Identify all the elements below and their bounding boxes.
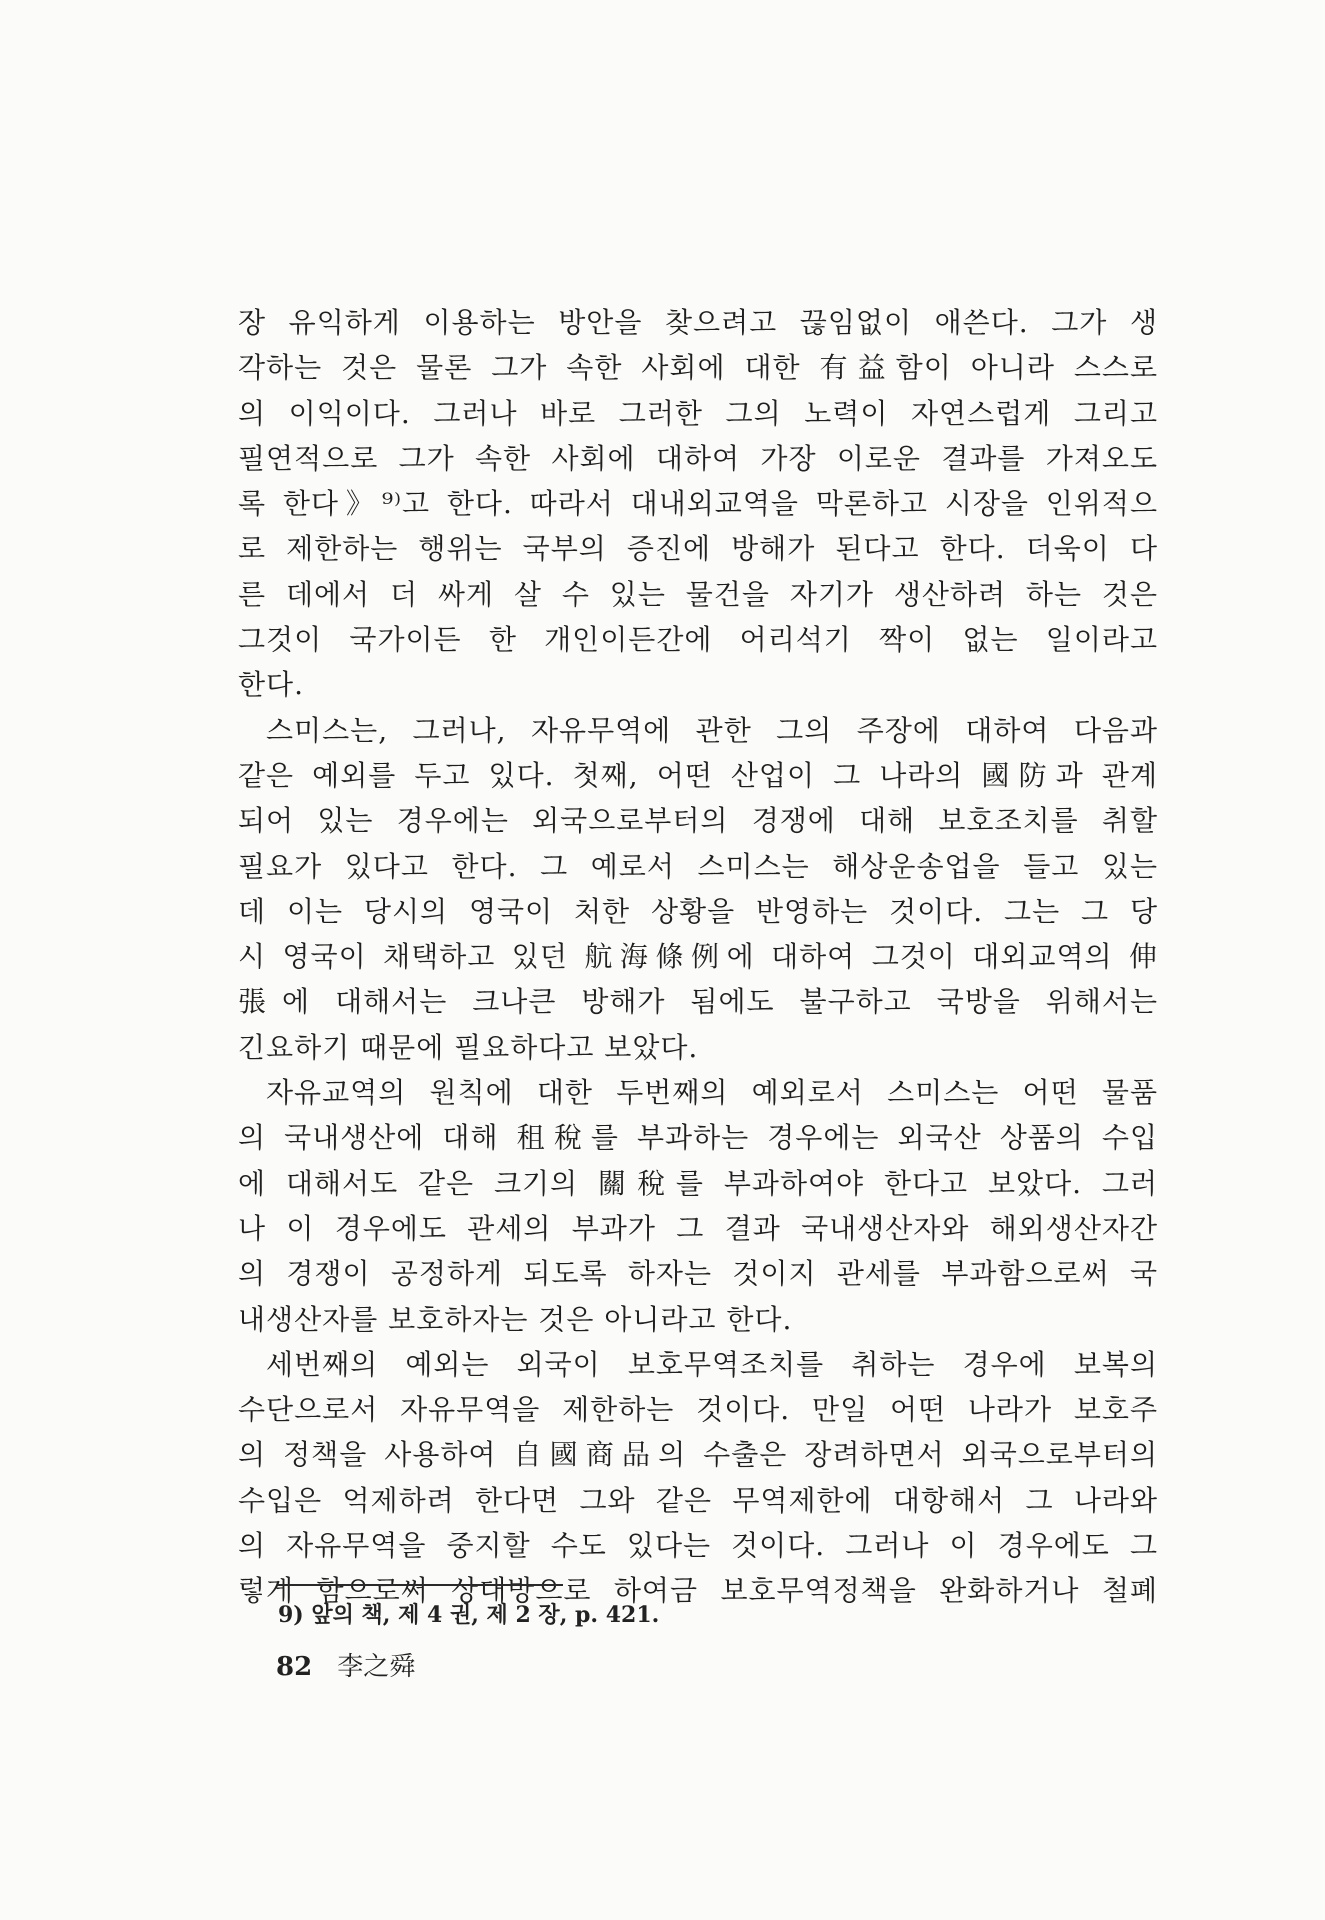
body-line: 자유교역의 원칙에 대한 두번째의 예외로서 스미스는 어떤 물품 bbox=[266, 1076, 1158, 1110]
body-line: 내생산자를 보호하자는 것은 아니라고 한다. bbox=[238, 1302, 793, 1336]
body-line: 그것이 국가이든 한 개인이든간에 어리석기 짝이 없는 일이라고 bbox=[238, 623, 1158, 657]
body-line: 의 국내생산에 대해 租稅를 부과하는 경우에는 외국산 상품의 수입 bbox=[238, 1121, 1158, 1155]
body-line: 데 이는 당시의 영국이 처한 상황을 반영하는 것이다. 그는 그 당 bbox=[238, 894, 1158, 928]
body-line: 스미스는, 그러나, 자유무역에 관한 그의 주장에 대하여 다음과 bbox=[266, 713, 1158, 747]
body-line: 의 자유무역을 중지할 수도 있다는 것이다. 그러나 이 경우에도 그 bbox=[238, 1529, 1158, 1563]
body-line: 필요가 있다고 한다. 그 예로서 스미스는 해상운송업을 들고 있는 bbox=[238, 849, 1158, 883]
body-line: 로 제한하는 행위는 국부의 증진에 방해가 된다고 한다. 더욱이 다 bbox=[238, 532, 1158, 566]
running-author: 李之舜 bbox=[337, 1652, 416, 1682]
body-line: 같은 예외를 두고 있다. 첫째, 어떤 산업이 그 나라의 國防과 관계 bbox=[238, 758, 1158, 792]
body-line: 수단으로서 자유무역을 제한하는 것이다. 만일 어떤 나라가 보호주 bbox=[238, 1393, 1158, 1427]
body-line: 張에 대해서는 크나큰 방해가 됨에도 불구하고 국방을 위해서는 bbox=[238, 985, 1158, 1019]
footnote-divider bbox=[278, 1584, 563, 1586]
body-line: 수입은 억제하려 한다면 그와 같은 무역제한에 대항해서 그 나라와 bbox=[238, 1483, 1158, 1517]
footnote: 9) 앞의 책, 제 4 권, 제 2 장, p. 421. bbox=[278, 1602, 660, 1628]
body-line: 세번째의 예외는 외국이 보호무역조치를 취하는 경우에 보복의 bbox=[266, 1347, 1158, 1381]
body-line: 의 이익이다. 그러나 바로 그러한 그의 노력이 자연스럽게 그리고 bbox=[238, 396, 1158, 430]
body-line: 되어 있는 경우에는 외국으로부터의 경쟁에 대해 보호조치를 취할 bbox=[238, 804, 1158, 838]
body-line: 한다. bbox=[238, 668, 304, 702]
body-line: 장 유익하게 이용하는 방안을 찾으려고 끊임없이 애쓴다. 그가 생 bbox=[238, 306, 1158, 339]
body-line: 른 데에서 더 싸게 살 수 있는 물건을 자기가 생산하려 하는 것은 bbox=[238, 577, 1158, 611]
page-number: 82 bbox=[276, 1652, 313, 1682]
body-line: 긴요하기 때문에 필요하다고 보았다. bbox=[238, 1030, 699, 1064]
body-line: 나 이 경우에도 관세의 부과가 그 결과 국내생산자와 해외생산자간 bbox=[238, 1211, 1158, 1245]
body-line: 에 대해서도 같은 크기의 關稅를 부과하여야 한다고 보았다. 그러 bbox=[238, 1166, 1158, 1200]
body-line: 시 영국이 채택하고 있던 航海條例에 대하여 그것이 대외교역의 伸 bbox=[238, 940, 1158, 974]
page-footer bbox=[276, 1646, 415, 1683]
body-line: 록 한다》⁹⁾고 한다. 따라서 대내외교역을 막론하고 시장을 인위적으 bbox=[238, 487, 1158, 521]
body-line: 각하는 것은 물론 그가 속한 사회에 대한 有益함이 아니라 스스로 bbox=[238, 351, 1158, 385]
body-line: 의 경쟁이 공정하게 되도록 하자는 것이지 관세를 부과함으로써 국 bbox=[238, 1257, 1158, 1291]
body-line: 렇게 함으로써 상대방으로 하여금 보호무역정책을 완화하거나 철폐 bbox=[238, 1574, 1158, 1608]
body-text bbox=[238, 300, 1158, 1614]
body-line: 의 정책을 사용하여 自國商品의 수출은 장려하면서 외국으로부터의 bbox=[238, 1438, 1158, 1472]
body-line: 필연적으로 그가 속한 사회에 대하여 가장 이로운 결과를 가져오도 bbox=[238, 441, 1158, 475]
